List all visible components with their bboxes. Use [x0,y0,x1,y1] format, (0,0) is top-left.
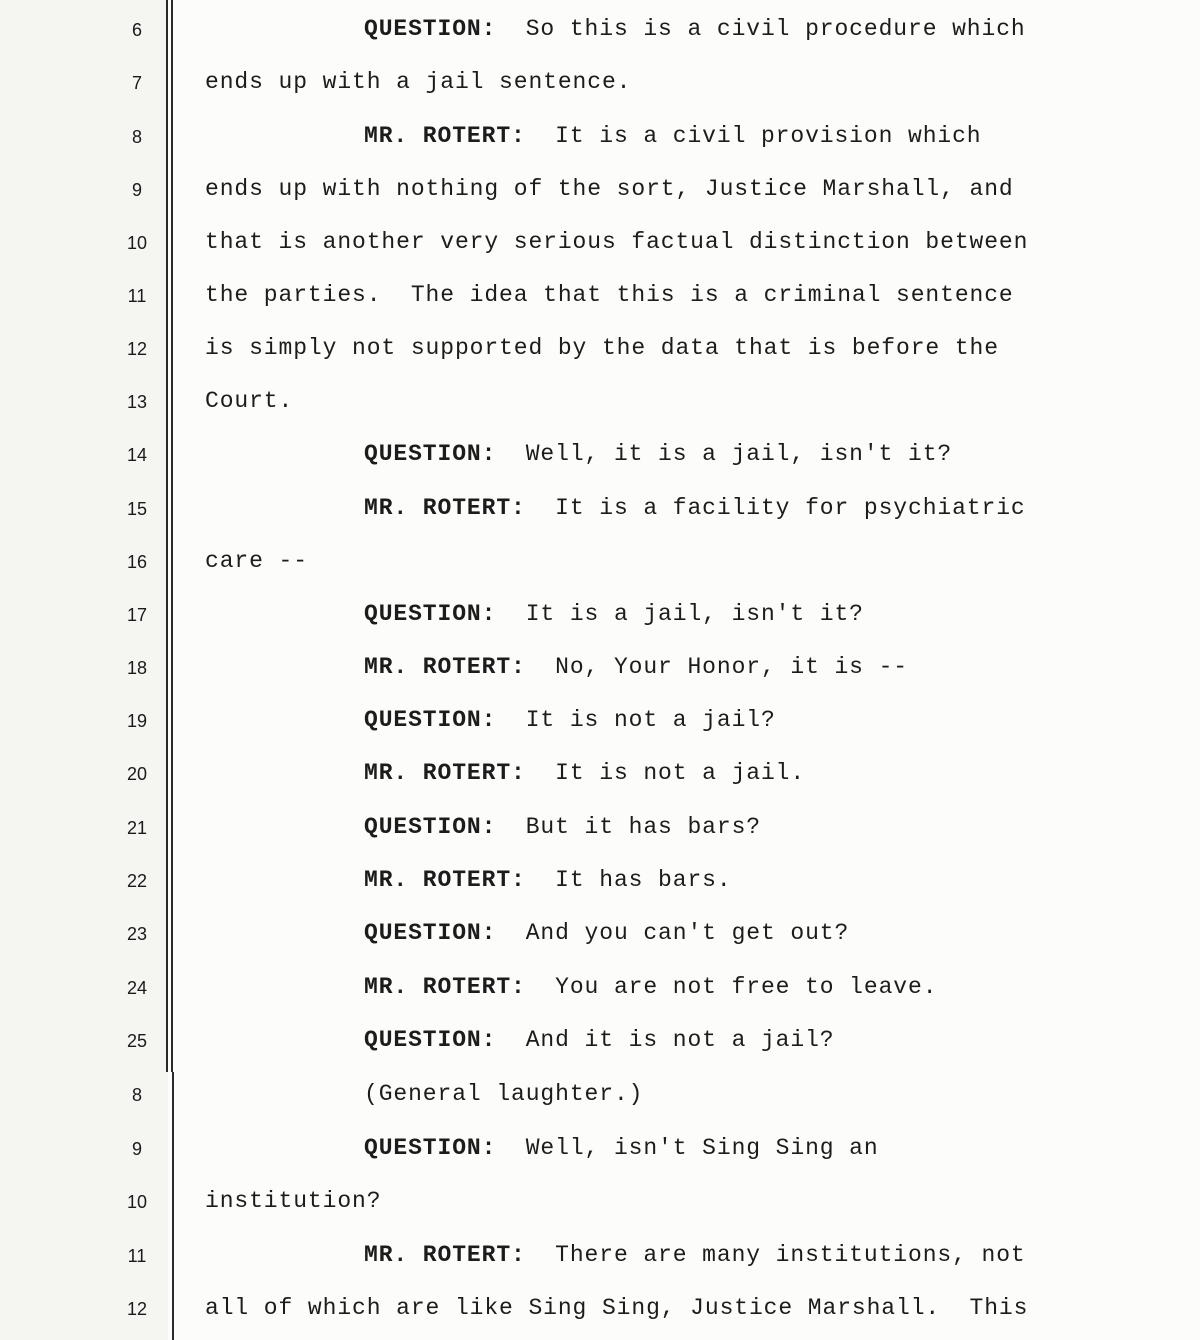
line-number: 21 [126,818,148,838]
speaker-label: MR. ROTERT: [364,974,526,1000]
line-content: is simply not supported by the data that is before the [205,335,999,361]
transcript-line [0,548,1200,578]
line-number: 8 [131,1085,142,1105]
line-number: 12 [126,339,148,359]
line-content: ends up with a jail sentence. [205,69,632,95]
line-content: It is a civil provision which [525,123,982,149]
transcript-line [0,1188,1200,1218]
transcript-line [0,920,1200,950]
line-text [205,335,999,361]
line-content: institution? [205,1188,382,1214]
line-content: It is not a jail? [496,707,776,733]
line-content: And it is not a jail? [496,1027,835,1053]
transcript-line [0,123,1200,153]
line-content: that is another very serious factual distinction between [205,229,1029,255]
line-content: No, Your Honor, it is -- [525,654,908,680]
line-number: 16 [126,552,148,572]
speaker-label: MR. ROTERT: [364,760,526,786]
line-text [364,867,732,893]
line-content: It is not a jail. [525,760,806,786]
transcript-line [0,335,1200,365]
line-text [364,814,761,840]
transcript-line [0,388,1200,418]
line-number: 22 [126,871,148,891]
transcript-line [0,867,1200,897]
line-number: 10 [126,233,148,253]
line-text [364,1135,879,1161]
margin-rule [166,0,168,1072]
line-number: 7 [131,73,142,93]
line-content: There are many institutions, not [525,1242,1026,1268]
line-number: 17 [126,605,148,625]
line-number: 19 [126,711,148,731]
line-number: 14 [126,445,148,465]
transcript-line [0,441,1200,471]
line-text [205,176,1014,202]
transcript-line [0,176,1200,206]
line-content: Court. [205,388,294,414]
line-content: You are not free to leave. [525,974,938,1000]
line-number: 9 [131,180,142,200]
line-content: (General laughter.) [364,1081,644,1107]
margin-rule [171,0,173,1072]
transcript-line [0,601,1200,631]
transcript-line [0,1135,1200,1165]
transcript-line [0,654,1200,684]
line-text [364,1081,643,1107]
speaker-label: QUESTION: [364,441,497,467]
transcript-line [0,495,1200,525]
transcript-line [0,69,1200,99]
line-number: 8 [131,127,142,147]
speaker-label: QUESTION: [364,920,497,946]
line-content: ends up with nothing of the sort, Justice Marshall, and [205,176,1014,202]
speaker-label: QUESTION: [364,707,497,733]
speaker-label: QUESTION: [364,1027,497,1053]
speaker-label: MR. ROTERT: [364,867,526,893]
speaker-label: QUESTION: [364,16,497,42]
line-content: care -- [205,548,308,574]
line-text [205,1188,381,1214]
transcript-line [0,1027,1200,1057]
line-text [205,69,631,95]
speaker-label: MR. ROTERT: [364,495,526,521]
line-number: 13 [126,392,148,412]
transcript-line [0,282,1200,312]
line-content: And you can't get out? [496,920,850,946]
line-text [205,1295,1028,1321]
line-content: all of which are like Sing Sing, Justice Marshall. This [205,1295,1029,1321]
transcript-line [0,760,1200,790]
line-number: 11 [127,1246,147,1266]
line-text [364,920,849,946]
line-number: 15 [126,499,148,519]
transcript-line [0,974,1200,1004]
line-text [364,601,864,627]
line-content: So this is a civil procedure which [496,16,1026,42]
line-text [364,495,1026,521]
line-number: 9 [131,1139,142,1159]
transcript-line [0,814,1200,844]
line-text [205,388,293,414]
line-content: It has bars. [525,867,732,893]
line-number: 25 [126,1031,148,1051]
transcript-line [0,16,1200,46]
line-content: It is a jail, isn't it? [496,601,864,627]
transcript-line [0,1295,1200,1325]
line-content: Well, isn't Sing Sing an [496,1135,879,1161]
line-number: 23 [126,924,148,944]
line-number: 12 [126,1299,148,1319]
line-text [205,229,1028,255]
line-text [205,548,308,574]
line-text [364,16,1026,42]
transcript-line [0,229,1200,259]
line-content: But it has bars? [496,814,761,840]
transcript-line [0,707,1200,737]
speaker-label: MR. ROTERT: [364,123,526,149]
transcript-line [0,1081,1200,1111]
line-content: It is a facility for psychiatric [525,495,1026,521]
line-content: the parties. The idea that this is a criminal sentence [205,282,1014,308]
speaker-label: MR. ROTERT: [364,654,526,680]
line-text [364,123,982,149]
line-text [364,707,776,733]
speaker-label: QUESTION: [364,601,497,627]
line-text [364,974,937,1000]
line-number: 11 [127,286,147,306]
line-text [364,760,805,786]
line-number: 6 [131,20,142,40]
line-text [364,1027,834,1053]
line-content: Well, it is a jail, isn't it? [496,441,953,467]
line-text [205,282,1014,308]
speaker-label: QUESTION: [364,814,497,840]
line-text [364,654,908,680]
transcript-line [0,1242,1200,1272]
speaker-label: MR. ROTERT: [364,1242,526,1268]
line-number: 10 [126,1192,148,1212]
line-number: 24 [126,978,148,998]
speaker-label: QUESTION: [364,1135,497,1161]
line-number: 20 [126,764,148,784]
line-text [364,441,952,467]
line-text [364,1242,1026,1268]
line-number: 18 [126,658,148,678]
